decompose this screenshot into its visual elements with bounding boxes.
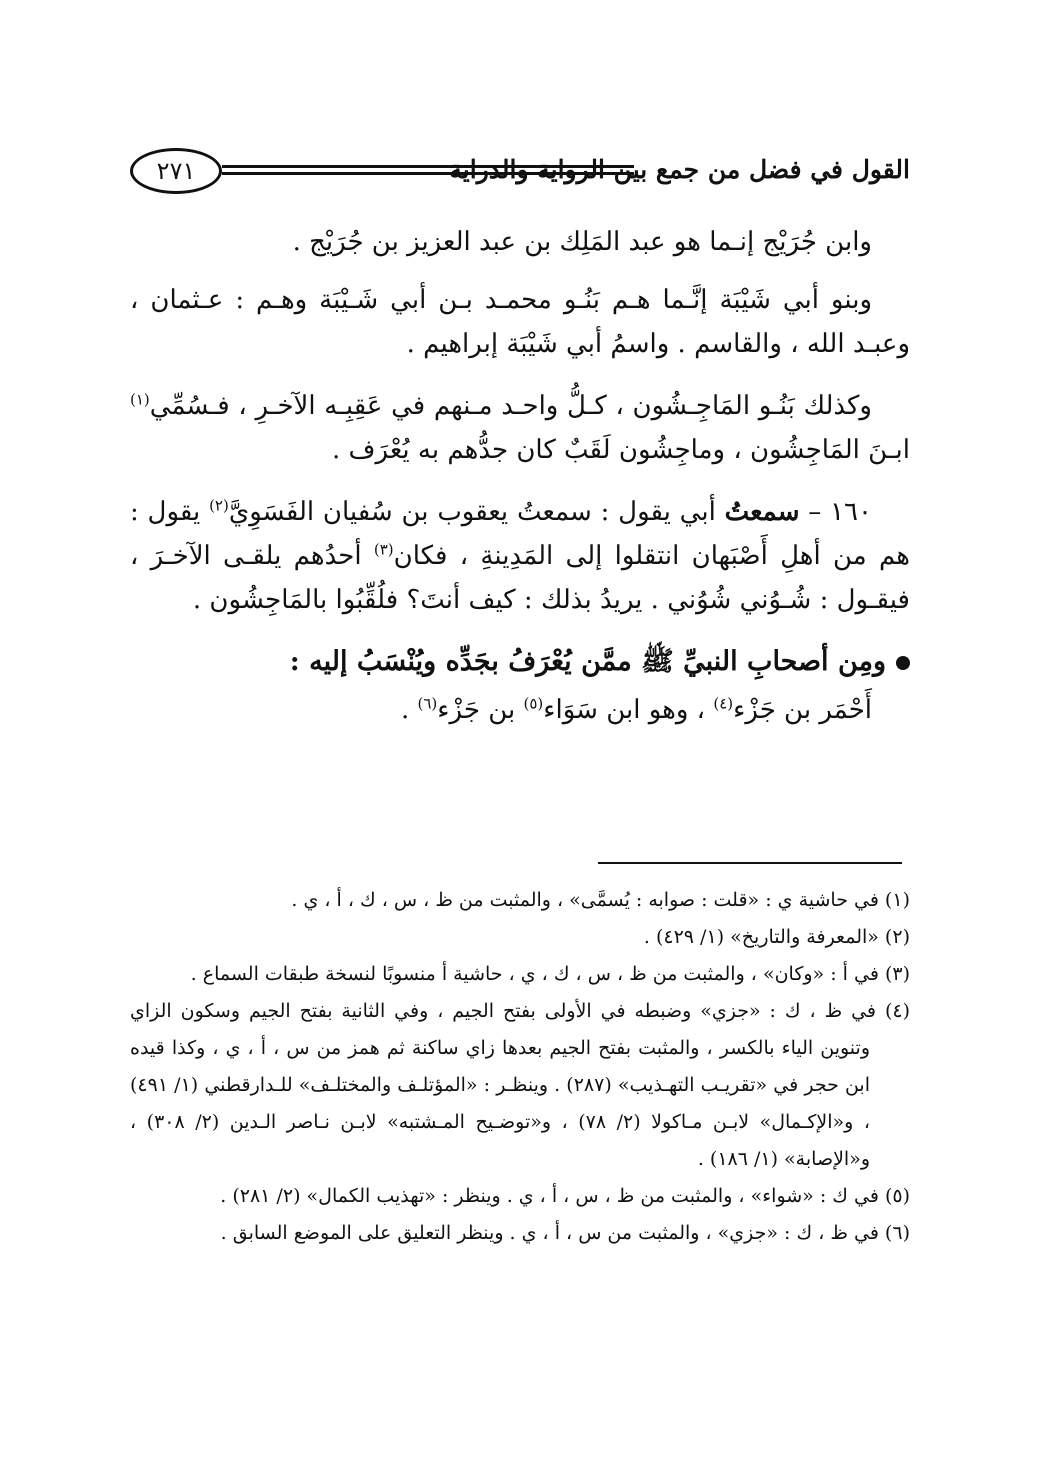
running-title: القول في فضل من جمع بين الرواية والدراية	[449, 155, 910, 184]
footnote-ref-6[interactable]: (٦)	[417, 694, 438, 713]
footnote-ref-5[interactable]: (٥)	[523, 694, 544, 713]
paragraph-4-text-c: أحدُهم يلقـى الآخـرَ ، فيقـول : شُـوُني شُوُني . يريدُ بذلك : كيف أنتَ؟ فلُقِّبُوا بالمَاجِشُون .	[130, 541, 910, 615]
paragraph-3-text-b: ابـنَ المَاجِشُون ، وماجِشُون لَقَبٌ كان جدُّهم به يُعْرَف .	[332, 435, 910, 465]
bullet-icon	[896, 656, 910, 670]
footnote-ref-1[interactable]: (١)	[130, 390, 150, 409]
footnote-4: (٤) في ظ ، ك : «جزي» وضبطه في الأولى بفتح الجيم ، وفي الثانية بفتح الجيم وسكون الزاي وتنوين الياء بالكسر ، والمثبت بفتح الجيم بعدها زاي ساكنة ثم همز من س ، أ ، ي ، وكذا قيده ابن حجر في «تقريـب التهـذيب» (٢٨٧) . وينظـر : «المؤتلـف والمختلـف» للـدارقطني (١/ ٤٩١) ، و«الإكـمال» لابـن مـاكولا (٢/ ٧٨) ، و«توضـيح المـشتبه» لابـن نـاصر الـدين (٢/ ٣٠٨) ، و«الإصابة» (١/ ١٨٦) .	[130, 1000, 910, 1170]
entry-text-d: .	[400, 695, 410, 725]
footnote-ref-4[interactable]: (٤)	[713, 694, 734, 713]
page-header	[130, 148, 910, 198]
paragraph-3-text-a: وكذلك بَنُـو المَاجِـشُون ، كـلُّ واحـد مـنهم في عَقِبِـه الآخـرِ ، فـسُمِّي	[149, 391, 872, 421]
paragraph-4	[130, 490, 910, 622]
main-text	[130, 220, 910, 732]
paragraph-1: وابن جُرَيْج إنـما هو عبد المَلِك بن عبد العزيز بن جُرَيْج .	[292, 227, 872, 257]
report-opening-word: سمعتُ	[724, 497, 800, 527]
section-heading-text: ومِن أصحابِ النبيِّ ﷺ ممَّن يُعْرَفُ بجَدِّه ويُنْسَبُ إليه :	[289, 646, 886, 677]
section-heading	[130, 640, 910, 684]
entry-text-a: أَحْمَر بن جَزْء	[733, 695, 872, 725]
footnote-3: (٣) في أ : «وكان» ، والمثبت من ظ ، س ، ك ، ي ، حاشية أ منسوبًا لنسخة طبقات السماع .	[190, 963, 910, 985]
page-number: ٢٧١	[130, 148, 222, 194]
footnote-1: (١) في حاشية ي : «قلت : صوابه : يُسمَّى» ، والمثبت من ظ ، س ، ك ، أ ، ي .	[291, 889, 910, 911]
paragraph-2: وبنو أبي شَيْبَة إنَّـما هـم بَنُـو محمـد بـن أبي شَـيْبَة وهـم : عـثمان ، وعبـد الله ، والقاسم . واسمُ أبي شَيْبَة إبراهيم .	[130, 285, 910, 359]
footnote-ref-2[interactable]: (٢)	[209, 496, 229, 515]
footnote-2: (٢) «المعرفة والتاريخ» (١/ ٤٢٩) .	[643, 926, 910, 948]
paragraph-4-text-b: يقول : هم من أهلِ أَصْبَهان انتقلوا إلى المَدِينةِ ، فكان	[130, 497, 911, 571]
report-number: ١٦٠ –	[808, 497, 872, 527]
footnote-separator	[598, 862, 902, 864]
footnote-6: (٦) في ظ ، ك : «جزي» ، والمثبت من س ، أ ، ي . وينظر التعليق على الموضع السابق .	[220, 1222, 910, 1244]
entry-text-c: بن جَزْء	[437, 695, 516, 725]
footnote-ref-3[interactable]: (٣)	[373, 540, 394, 559]
footnotes	[130, 882, 910, 1252]
entry-text-b: ، وهو ابن سَوَاء	[543, 695, 706, 725]
paragraph-3	[130, 384, 910, 472]
paragraph-4-text-a: أبي يقول : سمعتُ يعقوب بن سُفيان الفَسَوِيَّ	[228, 497, 716, 527]
companion-entry	[130, 688, 910, 732]
footnote-5: (٥) في ك : «شواء» ، والمثبت من ظ ، س ، أ ، ي . وينظر : «تهذيب الكمال» (٢/ ٢٨١) .	[220, 1185, 910, 1207]
